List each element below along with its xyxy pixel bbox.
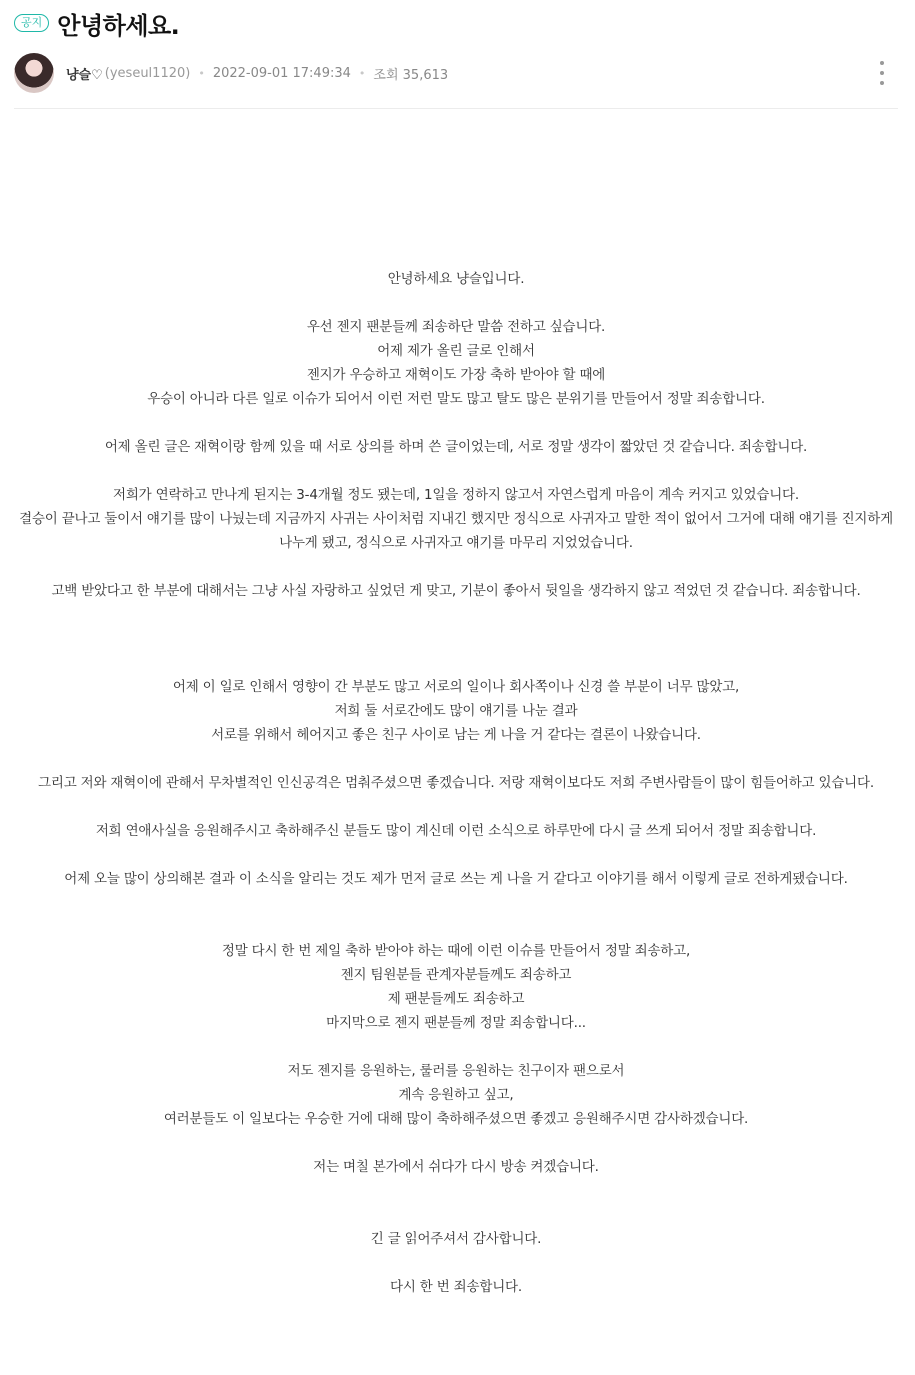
body-line: 어제 제가 올린 글로 인해서 — [377, 343, 535, 359]
post-date: 2022-09-01 17:49:34 — [212, 65, 351, 81]
body-line: 저희 둘 서로간에도 많이 얘기를 나눈 결과 — [334, 703, 578, 719]
paragraph-gap — [14, 603, 898, 651]
notice-badge: 공지 — [14, 14, 49, 32]
body-line: 저희가 연락하고 만나게 된지는 3-4개월 정도 됐는데, 1일을 정하지 않고서 자연스럽게 마음이 계속 커지고 있었습니다. — [113, 487, 799, 503]
body-line: 결승이 끝나고 둘이서 얘기를 많이 나눴는데 지금까지 사귀는 사이처럼 지내긴 했지만 정식으로 사귀자고 말한 적이 없어서 그거에 대해 얘기를 진지하게 나누게 됐고, 정식으로 사귀자고 얘기를 마무리 지었었습니다. — [19, 511, 898, 551]
body-line: 어제 오늘 많이 상의해본 결과 이 소식을 알리는 것도 제가 먼저 글로 쓰는 게 나을 거 같다고 이야기를 해서 이렇게 글로 전하게됐습니다. — [64, 871, 848, 887]
body-line: 마지막으로 젠지 팬분들께 정말 죄송합니다... — [326, 1015, 586, 1031]
paragraph-gap — [14, 795, 898, 819]
paragraph-gap — [14, 411, 898, 435]
body-line: 저희 연애사실을 응원해주시고 축하해주신 분들도 많이 계신데 이런 소식으로 하루만에 다시 글 쓰게 되어서 정말 죄송합니다. — [95, 823, 817, 839]
paragraph-gap — [14, 651, 898, 675]
title-row — [14, 6, 898, 40]
meta-separator: • — [358, 66, 366, 80]
body-line: 그리고 저와 재혁이에 관해서 무차별적인 인신공격은 멈춰주셨으면 좋겠습니다. 저랑 재혁이보다도 저희 주변사람들이 많이 힘들어하고 있습니다. — [38, 775, 874, 791]
body-line: 젠지가 우승하고 재혁이도 가장 축하 받아야 할 때에 — [306, 367, 606, 383]
body-line: 고백 받았다고 한 부분에 대해서는 그냥 사실 자랑하고 싶었던 게 맞고, 기분이 좋아서 뒷일을 생각하지 않고 적었던 것 같습니다. 죄송합니다. — [51, 583, 861, 599]
body-line: 긴 글 읽어주셔서 감사합니다. — [370, 1231, 542, 1247]
body-line: 계속 응원하고 싶고, — [398, 1087, 514, 1103]
paragraph-gap — [14, 555, 898, 579]
body-line: 안녕하세요 냥슬입니다. — [387, 271, 525, 287]
paragraph-gap — [14, 459, 898, 483]
more-dot-icon — [880, 61, 884, 65]
body-line: 우승이 아니라 다른 일로 이슈가 되어서 이런 저런 말도 많고 탈도 많은 분위기를 만들어서 정말 죄송합니다. — [147, 391, 765, 407]
paragraph-gap — [14, 1035, 898, 1059]
view-count: 조회 35,613 — [373, 67, 449, 83]
paragraph-gap — [14, 747, 898, 771]
post-meta — [14, 53, 898, 93]
body-line: 정말 다시 한 번 제일 축하 받아야 하는 때에 이런 이슈를 만들어서 정말 죄송하고, — [221, 943, 691, 959]
more-dot-icon — [880, 81, 884, 85]
body-line: 제 팬분들께도 죄송하고 — [387, 991, 525, 1007]
more-options-button[interactable] — [876, 61, 888, 85]
body-line: 다시 한 번 죄송합니다. — [390, 1279, 522, 1295]
header-divider — [14, 108, 898, 109]
paragraph-gap — [14, 1131, 898, 1155]
paragraph-gap — [14, 1179, 898, 1227]
meta-separator: • — [198, 66, 205, 80]
body-line: 어제 올린 글은 재혁이랑 함께 있을 때 서로 상의를 하며 쓴 글이었는데, 서로 정말 생각이 짧았던 것 같습니다. 죄송합니다. — [104, 439, 808, 455]
body-line: 어제 이 일로 인해서 영향이 간 부분도 많고 서로의 일이나 회사쪽이나 신경 쓸 부분이 너무 많았고, — [172, 679, 740, 695]
post-title: 안녕하세요. — [57, 11, 180, 40]
body-line: 저도 젠지를 응원하는, 룰러를 응원하는 친구이자 팬으로서 — [287, 1063, 625, 1079]
more-dot-icon — [880, 71, 884, 75]
paragraph-gap — [14, 891, 898, 939]
author-name[interactable]: 냥슬♡ — [66, 67, 103, 83]
paragraph-gap — [14, 1251, 898, 1275]
author-id: (yeseul1120) — [104, 65, 191, 81]
post-header — [14, 6, 898, 83]
body-line: 저는 며칠 본가에서 쉬다가 다시 방송 켜겠습니다. — [313, 1159, 599, 1175]
avatar[interactable] — [14, 53, 54, 93]
paragraph-gap — [14, 843, 898, 867]
body-line: 서로를 위해서 헤어지고 좋은 친구 사이로 남는 게 나을 거 같다는 결론이 나왔습니다. — [211, 727, 701, 743]
paragraph-gap — [14, 291, 898, 315]
body-line: 여러분들도 이 일보다는 우승한 거에 대해 많이 축하해주셨으면 좋겠고 응원해주시면 감사하겠습니다. — [163, 1111, 749, 1127]
body-line: 젠지 팀원분들 관계자분들께도 죄송하고 — [340, 967, 572, 983]
post-body — [14, 267, 898, 1299]
body-line: 우선 젠지 팬분들께 죄송하단 말씀 전하고 싶습니다. — [306, 319, 606, 335]
